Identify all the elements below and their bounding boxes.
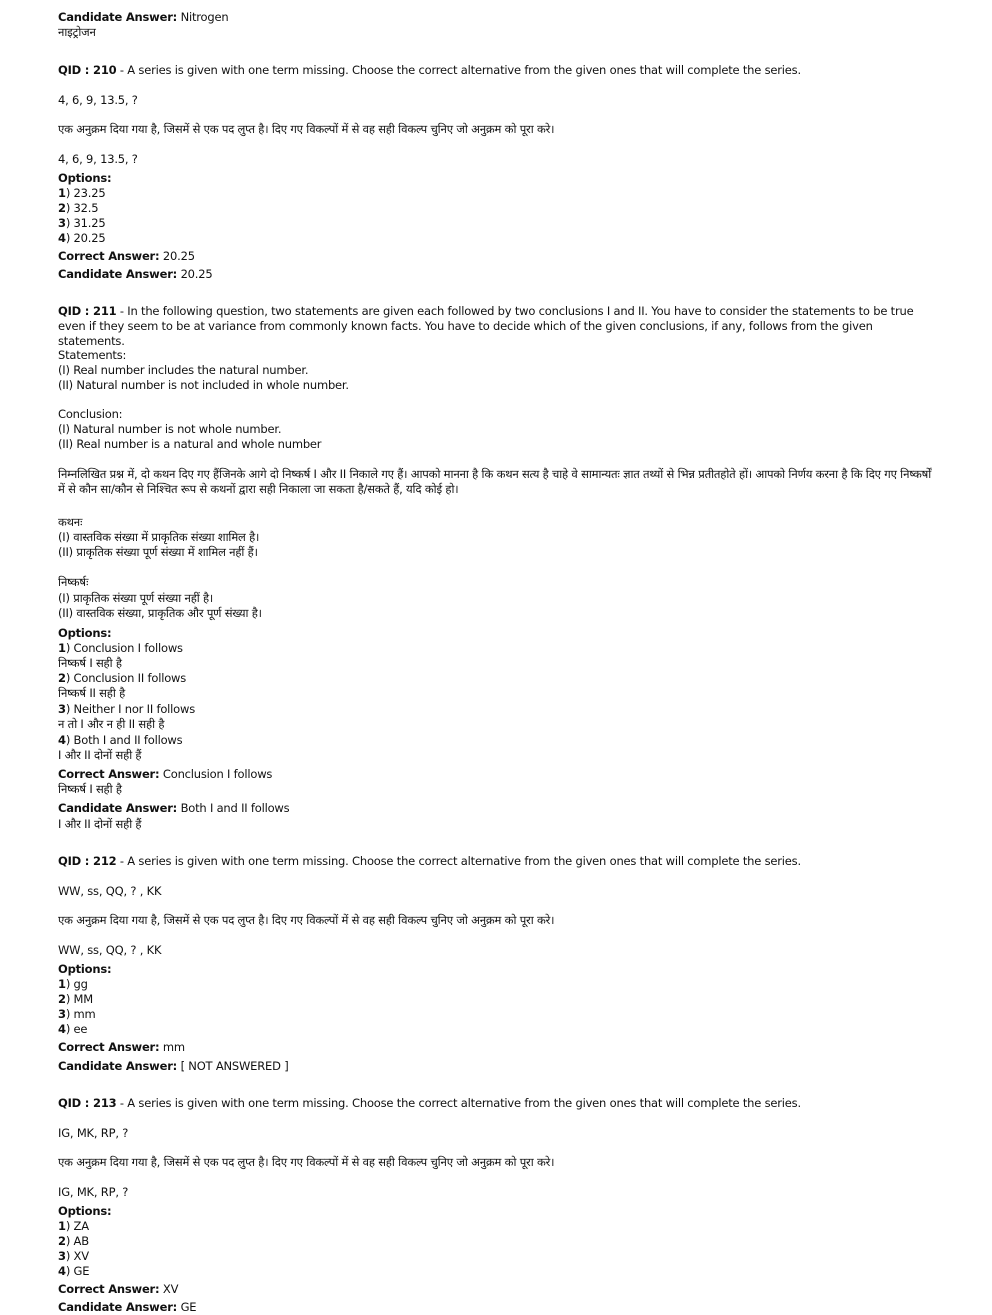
conclusion-2: (II) Real number is a natural and whole number bbox=[58, 437, 322, 451]
conclusion-2-hi: (II) वास्तविक संख्या, प्राकृतिक और पूर्ण संख्या है। bbox=[58, 606, 262, 620]
correct-answer-hi: निष्कर्ष I सही है bbox=[58, 782, 122, 796]
question-text-hi: एक अनुक्रम दिया गया है, जिसमें से एक पद लुप्त है। दिए गए विकल्पों में से वह सही विकल्प चुनिए जो अनुक्रम को पूरा करे। bbox=[58, 913, 555, 927]
series-hi: WW, ss, QQ, ? , KK bbox=[58, 943, 162, 957]
option-2: 2) AB bbox=[58, 1234, 89, 1248]
correct-answer: Correct Answer: XV bbox=[58, 1282, 179, 1296]
candidate-answer-value: Nitrogen bbox=[180, 10, 229, 24]
options-label: Options: bbox=[58, 1204, 112, 1218]
option-3: 3) XV bbox=[58, 1249, 89, 1263]
option-3: 3) 31.25 bbox=[58, 216, 106, 230]
option-1: 1) Conclusion I follows bbox=[58, 641, 183, 655]
statement-1-hi: (I) वास्तविक संख्या में प्राकृतिक संख्या शामिल है। bbox=[58, 530, 260, 544]
candidate-answer: Candidate Answer: Both I and II follows bbox=[58, 801, 290, 815]
correct-answer: Correct Answer: Conclusion I follows bbox=[58, 767, 273, 781]
prev-candidate-answer bbox=[58, 10, 228, 25]
question-header-212: QID : 212 - A series is given with one term missing. Choose the correct alternative from the given ones that will complete the series. bbox=[58, 854, 801, 868]
series: WW, ss, QQ, ? , KK bbox=[58, 884, 162, 898]
option-1-hi: निष्कर्ष I सही है bbox=[58, 656, 122, 670]
statement-1: (I) Real number includes the natural number. bbox=[58, 363, 309, 377]
options-label: Options: bbox=[58, 962, 112, 976]
option-1: 1) 23.25 bbox=[58, 186, 106, 200]
question-text-hi: एक अनुक्रम दिया गया है, जिसमें से एक पद लुप्त है। दिए गए विकल्पों में से वह सही विकल्प चुनिए जो अनुक्रम को पूरा करे। bbox=[58, 122, 555, 136]
question-header-210: QID : 210 - A series is given with one term missing. Choose the correct alternative from the given ones that will complete the series. bbox=[58, 63, 801, 77]
option-3-hi: न तो I और न ही II सही है bbox=[58, 717, 165, 731]
statements-label: Statements: bbox=[58, 348, 127, 362]
statements-label-hi: कथनः bbox=[58, 515, 83, 529]
question-header-213: QID : 213 - A series is given with one term missing. Choose the correct alternative from the given ones that will complete the series. bbox=[58, 1096, 801, 1110]
option-4: 4) GE bbox=[58, 1264, 90, 1278]
qid: 210 bbox=[93, 63, 117, 77]
qid: 213 bbox=[93, 1096, 117, 1110]
candidate-answer: Candidate Answer: [ NOT ANSWERED ] bbox=[58, 1059, 289, 1073]
option-1: 1) gg bbox=[58, 977, 88, 991]
conclusion-1-hi: (I) प्राकृतिक संख्या पूर्ण संख्या नहीं है। bbox=[58, 591, 214, 605]
series-hi: IG, MK, RP, ? bbox=[58, 1185, 129, 1199]
option-2-hi: निष्कर्ष II सही है bbox=[58, 686, 125, 700]
question-text: A series is given with one term missing. Choose the correct alternative from the given ones that will complete the series. bbox=[127, 854, 801, 868]
conclusion-label: Conclusion: bbox=[58, 407, 123, 421]
correct-answer: Correct Answer: mm bbox=[58, 1040, 185, 1054]
series-hi: 4, 6, 9, 13.5, ? bbox=[58, 152, 138, 166]
option-4-hi: I और II दोनों सही हैं bbox=[58, 748, 142, 762]
question-text: In the following question, two statements are given each followed by two conclusions I and II. You have to consider the statements to be true even if they seem to be at variance from commonly known facts. You have to decide which of the given conclusions, if any, follows from the given statements. bbox=[58, 304, 914, 348]
question-text-hi: निम्नलिखित प्रश्न में, दो कथन दिए गए हैंजिनके आगे दो निष्कर्ष I और II निकाले गए हैं। आपको मानना है कि कथन सत्य है चाहे वे सामान्यतः ज्ञात तथ्यों से भिन्न प्रतीतहोते हों। आपको निर्णय करना है कि दिए गए निष्कर्षों में से कौन सा/कौन से निश्चित रूप से कथनों द्वारा सही निकाला जा सकता है/सकते हैं, यदि कोई हो। bbox=[58, 467, 932, 496]
series: IG, MK, RP, ? bbox=[58, 1126, 129, 1140]
conclusion-1: (I) Natural number is not whole number. bbox=[58, 422, 282, 436]
question-header-211: QID : 211 - In the following question, two statements are given each followed by two conclusions I and II. You have to consider the statements to be true even if they seem to be at variance from commonly known facts. You have to decide which of the given conclusions, if any, follows from the given statements. bbox=[58, 304, 914, 348]
conclusion-label-hi: निष्कर्षः bbox=[58, 575, 89, 589]
series: 4, 6, 9, 13.5, ? bbox=[58, 93, 138, 107]
question-text: A series is given with one term missing. Choose the correct alternative from the given ones that will complete the series. bbox=[127, 63, 801, 77]
option-3: 3) Neither I nor II follows bbox=[58, 702, 195, 716]
option-2: 2) MM bbox=[58, 992, 93, 1006]
prev-candidate-answer-hi: नाइट्रोजन bbox=[58, 25, 96, 39]
statement-2: (II) Natural number is not included in whole number. bbox=[58, 378, 349, 392]
options-label: Options: bbox=[58, 171, 112, 185]
option-4: 4) 20.25 bbox=[58, 231, 106, 245]
correct-answer: Correct Answer: 20.25 bbox=[58, 249, 195, 263]
option-1: 1) ZA bbox=[58, 1219, 89, 1233]
option-4: 4) Both I and II follows bbox=[58, 733, 183, 747]
option-2: 2) 32.5 bbox=[58, 201, 99, 215]
qid: 212 bbox=[93, 854, 117, 868]
question-text-hi: एक अनुक्रम दिया गया है, जिसमें से एक पद लुप्त है। दिए गए विकल्पों में से वह सही विकल्प चुनिए जो अनुक्रम को पूरा करे। bbox=[58, 1155, 555, 1169]
candidate-answer-label: Candidate Answer: bbox=[58, 10, 178, 24]
option-2: 2) Conclusion II follows bbox=[58, 671, 187, 685]
candidate-answer: Candidate Answer: GE bbox=[58, 1300, 197, 1314]
options-label: Options: bbox=[58, 626, 112, 640]
candidate-answer: Candidate Answer: 20.25 bbox=[58, 267, 213, 281]
option-4: 4) ee bbox=[58, 1022, 88, 1036]
qid: 211 bbox=[93, 304, 117, 318]
option-3: 3) mm bbox=[58, 1007, 96, 1021]
candidate-answer-hi: I और II दोनों सही हैं bbox=[58, 817, 142, 831]
statement-2-hi: (II) प्राकृतिक संख्या पूर्ण संख्या में शामिल नहीं हैं। bbox=[58, 545, 258, 559]
question-text: A series is given with one term missing. Choose the correct alternative from the given ones that will complete the series. bbox=[127, 1096, 801, 1110]
